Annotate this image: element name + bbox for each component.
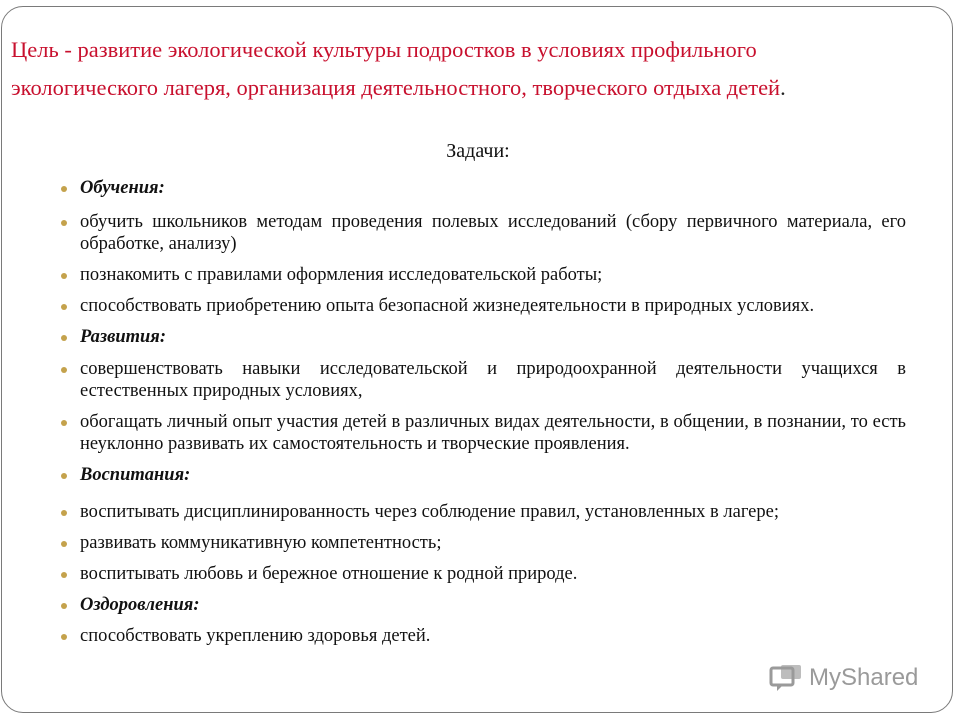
list-item: способствовать укреплению здоровья детей. (58, 625, 906, 647)
list-item: совершенствовать навыки исследовательской и природоохранной деятельности учащихся в естественных природных условиях, (58, 358, 906, 402)
list-item: воспитывать любовь и бережное отношение к родной природе. (58, 563, 906, 585)
list-item: обогащать личный опыт участия детей в различных видах деятельности, в общении, в познании, то есть неуклонно развивать их самостоятельность и творческие проявления. (58, 411, 906, 455)
tasks-list (58, 177, 906, 647)
list-item: познакомить с правилами оформления исследовательской работы; (58, 264, 906, 286)
section-heading-upbringing: Воспитания: (58, 464, 906, 486)
list-item: развивать коммуникативную компетентность; (58, 532, 906, 554)
watermark-logo (769, 663, 918, 693)
goal-period: . (780, 75, 786, 100)
goal-line-2 (11, 69, 941, 107)
list-item: способствовать приобретению опыта безопасной жизнедеятельности в природных условиях. (58, 295, 906, 317)
myshared-logo-icon (769, 663, 803, 693)
tasks-title: Задачи: (446, 140, 510, 162)
list-item: воспитывать дисциплинированность через соблюдение правил, установленных в лагере; (58, 501, 906, 523)
watermark-text: MyShared (809, 664, 919, 691)
section-heading-health: Оздоровления: (58, 594, 906, 616)
goal-line-1: Цель - развитие экологической культуры подростков в условиях профильного (11, 37, 757, 62)
list-item: обучить школьников методам проведения полевых исследований (сбору первичного материала, его обработке, анализу) (58, 211, 906, 255)
goal-statement (11, 31, 941, 107)
section-heading-education: Обучения: (58, 177, 906, 199)
goal-line-2-text: экологического лагеря, организация деятельностного, творческого отдыха детей (11, 75, 781, 100)
section-heading-development: Развития: (58, 326, 906, 348)
slide (1, 6, 953, 713)
